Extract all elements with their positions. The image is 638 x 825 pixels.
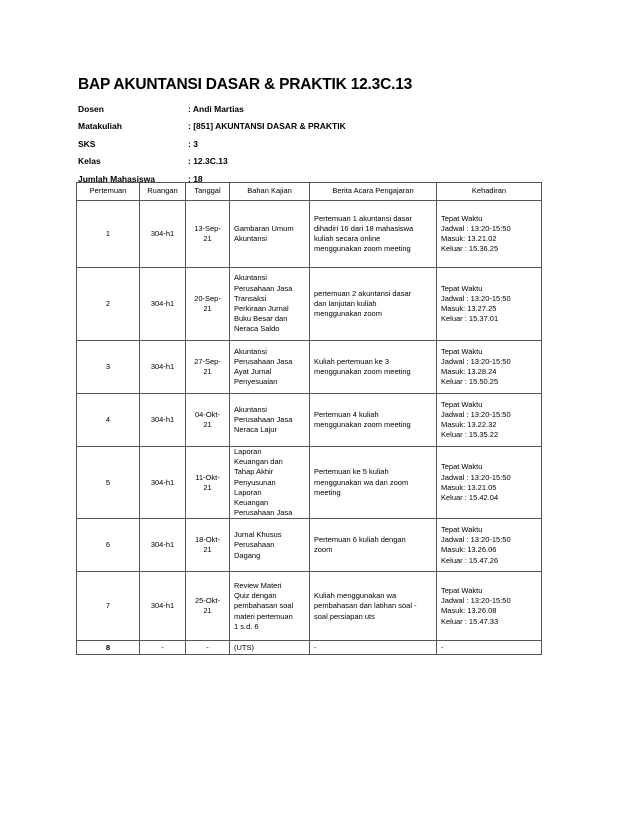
info-row-sks [78,135,346,153]
cell-bahan-kajian: Akuntansi Perusahaan Jasa Ayat Jurnal Penyesuaian [230,341,310,394]
table-row [77,201,542,268]
cell-bahan-kajian: Laporan Keuangan dan Tahap Akhir Penyusunan Laporan Keuangan Perusahaan Jasa [230,447,310,519]
cell-bahan-kajian: (UTS) [230,641,310,655]
cell-kehadiran: Tepat Waktu Jadwal : 13:20-15:50 Masuk: 13.21.05 Keluar : 15.42.04 [437,447,542,519]
info-row-matakuliah [78,118,346,136]
cell-berita-acara: Pertemuan 6 kuliah dengan zoom [310,519,437,572]
cell-kehadiran: Tepat Waktu Jadwal : 13:20-15:50 Masuk: 13.28.24 Keluar : 15.50.25 [437,341,542,394]
cell-pertemuan: 6 [77,519,140,572]
table-row [77,447,542,519]
cell-tanggal: 25-Okt- 21 [186,572,230,641]
cell-tanggal: 04-Okt- 21 [186,394,230,447]
cell-ruangan: 304-h1 [140,201,186,268]
cell-berita-acara: Pertemuan 4 kuliah menggunakan zoom meeting [310,394,437,447]
cell-pertemuan: 8 [77,641,140,655]
table-header-row [77,183,542,201]
cell-kehadiran: Tepat Waktu Jadwal : 13:20-15:50 Masuk: 13.26.06 Keluar : 15.47.26 [437,519,542,572]
cell-pertemuan: 7 [77,572,140,641]
cell-ruangan: 304-h1 [140,268,186,341]
cell-ruangan: - [140,641,186,655]
cell-pertemuan: 2 [77,268,140,341]
info-label: Kelas [78,156,101,167]
cell-ruangan: 304-h1 [140,519,186,572]
cell-kehadiran: Tepat Waktu Jadwal : 13:20-15:50 Masuk: 13.22.32 Keluar : 15.35.22 [437,394,542,447]
cell-kehadiran: Tepat Waktu Jadwal : 13:20-15:50 Masuk: 13.21.02 Keluar : 15.36.25 [437,201,542,268]
header-ruangan: Ruangan [140,183,186,201]
info-value: : Andi Martias [188,103,244,114]
info-label: Jumlah Mahasiswa [78,173,156,184]
cell-ruangan: 304-h1 [140,394,186,447]
cell-berita-acara: - [310,641,437,655]
cell-bahan-kajian: Gambaran Umum Akuntansi [230,201,310,268]
cell-pertemuan: 1 [77,201,140,268]
cell-tanggal: 27-Sep- 21 [186,341,230,394]
header-bahan-kajian: Bahan Kajian [230,183,310,201]
info-value: : 18 [188,173,203,184]
cell-bahan-kajian: Review Materi Quiz dengan pembahasan soal materi pertemuan 1 s.d. 6 [230,572,310,641]
cell-berita-acara: Kuliah menggunakan wa pembahasan dan latihan soal - soal persiapan uts [310,572,437,641]
attendance-table [76,182,542,655]
info-label: SKS [78,138,96,149]
cell-pertemuan: 4 [77,394,140,447]
cell-berita-acara: Pertemuan 1 akuntansi dasar dihadiri 16 dari 18 mahasiswa kuliah secara online menggunakan zoom meeting [310,201,437,268]
cell-bahan-kajian: Akuntansi Perusahaan Jasa Neraca Lajur [230,394,310,447]
header-pertemuan: Pertemuan [77,183,140,201]
cell-kehadiran: Tepat Waktu Jadwal : 13:20-15:50 Masuk: 13.26.08 Keluar : 15.47.33 [437,572,542,641]
cell-bahan-kajian: Akuntansi Perusahaan Jasa Transaksi Perkiraan Jurnal Buku Besar dan Neraca Saldo [230,268,310,341]
table-row [77,572,542,641]
cell-ruangan: 304-h1 [140,341,186,394]
cell-kehadiran: Tepat Waktu Jadwal : 13:20-15:50 Masuk: 13.27.25 Keluar : 15.37.01 [437,268,542,341]
course-info [78,100,346,188]
cell-pertemuan: 3 [77,341,140,394]
cell-ruangan: 304-h1 [140,572,186,641]
table-row [77,341,542,394]
cell-pertemuan: 5 [77,447,140,519]
cell-tanggal: 20-Sep- 21 [186,268,230,341]
info-value: : [851] AKUNTANSI DASAR & PRAKTIK [188,121,346,132]
header-kehadiran: Kehadiran [437,183,542,201]
info-label: Matakuliah [78,121,122,132]
cell-berita-acara: Pertemuan ke 5 kuliah menggunakan wa dan zoom meeting [310,447,437,519]
cell-tanggal: - [186,641,230,655]
cell-tanggal: 11-Okt- 21 [186,447,230,519]
info-value: : 3 [188,138,198,149]
cell-kehadiran: - [437,641,542,655]
cell-tanggal: 18-Okt- 21 [186,519,230,572]
table-row [77,394,542,447]
cell-berita-acara: pertemuan 2 akuntansi dasar dan lanjutan kuliah menggunakan zoom [310,268,437,341]
cell-ruangan: 304-h1 [140,447,186,519]
table-row [77,519,542,572]
page-title: BAP AKUNTANSI DASAR & PRAKTIK 12.3C.13 [78,76,413,93]
info-row-kelas [78,153,346,171]
info-row-dosen [78,100,346,118]
table-row [77,268,542,341]
info-label: Dosen [78,103,104,114]
cell-bahan-kajian: Jurnal Khusus Perusahaan Dagang [230,519,310,572]
cell-tanggal: 13-Sep- 21 [186,201,230,268]
header-berita-acara: Berita Acara Pengajaran [310,183,437,201]
info-value: : 12.3C.13 [188,156,228,167]
header-tanggal: Tanggal [186,183,230,201]
cell-berita-acara: Kuliah pertemuan ke 3 menggunakan zoom meeting [310,341,437,394]
table-row [77,641,542,655]
